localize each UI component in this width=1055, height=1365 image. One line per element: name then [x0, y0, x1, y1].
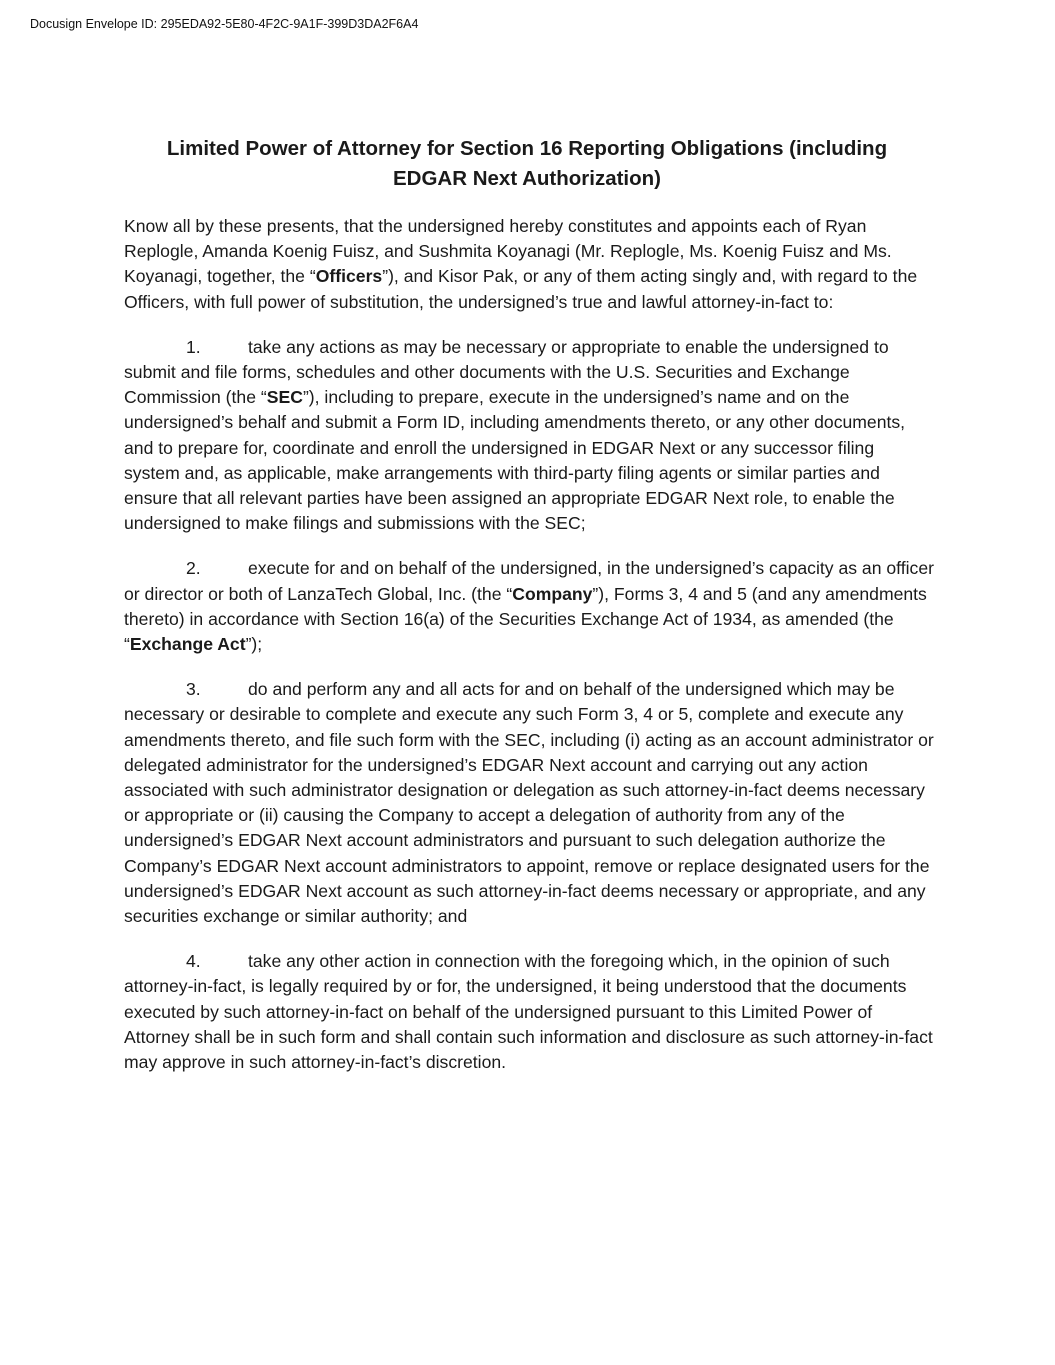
- numbered-item-2: [124, 556, 934, 657]
- item-number: 2.: [186, 558, 201, 579]
- envelope-id-header: Docusign Envelope ID: 295EDA92-5E80-4F2C-9A1F-399D3DA2F6A4: [30, 17, 419, 31]
- numbered-item-3: [124, 677, 934, 929]
- item-number: 4.: [186, 951, 201, 972]
- item-text-cont: ”), Forms 3, 4 and 5 (and any amendments thereto) in accordance with Section 16(a) of the Securities Exchange Act of 1934, as amended (the “: [124, 583, 927, 655]
- defined-term-officers: Officers: [315, 266, 383, 287]
- intro-text-cont: ”), and Kisor Pak, or any of them acting singly and, with regard to the Officers, with full power of substitution, the undersigned’s true and lawful attorney-in-fact to:: [124, 266, 918, 312]
- item-text: execute for and on behalf of the undersigned, in the undersigned’s capacity as an officer or director or both of LanzaTech Global, Inc. (the “: [124, 558, 934, 604]
- defined-term-exchange-act: Exchange Act: [129, 634, 246, 655]
- title-line-1: Limited Power of Attorney for Section 16 Reporting Obligations (including: [166, 137, 888, 160]
- item-text: take any other action in connection with the foregoing which, in the opinion of such attorney-in-fact, is legally required by or for, the undersigned, it being understood that the documents executed by such attorney-in-fact on behalf of the undersigned pursuant to this Limited Power of Attorney shall be in such form and shall contain such information and disclosure as such attorney-in-fact may approve in such attorney-in-fact’s discretion.: [124, 951, 933, 1073]
- item-text-cont: ”), including to prepare, execute in the undersigned’s name and on the undersigned’s behalf and submit a Form ID, including amendments thereto, or any other documents, and to prepare for, coordinate and enroll the undersigned in EDGAR Next or any successor filing system and, as applicable, make arrangements with third-party filing agents or similar parties and ensure that all relevant parties have been assigned an appropriate EDGAR Next role, to enable the undersigned to make filings and submissions with the SEC;: [124, 387, 906, 534]
- item-text-end: ”);: [245, 634, 263, 655]
- intro-text: Know all by these presents, that the undersigned hereby constitutes and appoints each of Ryan Replogle, Amanda Koenig Fuisz, and Sushmita Koyanagi (Mr. Replogle, Ms. Koenig Fuisz and Ms. Koyanagi, together, the “: [124, 216, 892, 287]
- numbered-item-4: [124, 949, 934, 1075]
- title-line-2: EDGAR Next Authorization): [392, 167, 661, 190]
- defined-term-company: Company: [512, 583, 593, 604]
- document-body: [124, 134, 934, 1095]
- item-number: 1.: [186, 336, 201, 357]
- defined-term-sec: SEC: [266, 387, 303, 408]
- document-title: [112, 134, 942, 194]
- item-text: do and perform any and all acts for and on behalf of the undersigned which may be necessary or desirable to complete and execute any such Form 3, 4 or 5, complete and execute any amendments thereto, and file such form with the SEC, including (i) acting as an account administrator or delegated administrator for the undersigned’s EDGAR Next account and carrying out any action associated with such administrator designation or delegation as such attorney-in-fact deems necessary or appropriate or (ii) causing the Company to accept a delegation of authority from any of the undersigned’s EDGAR Next account administrators and pursuant to such delegation authorize the Company’s EDGAR Next account administrators to appoint, remove or replace designated users for the undersigned’s EDGAR Next account as such attorney-in-fact deems necessary or appropriate, and any securities exchange or similar authority; and: [124, 679, 934, 927]
- item-text: take any actions as may be necessary or appropriate to enable the undersigned to submit and file forms, schedules and other documents with the U.S. Securities and Exchange Commission (the “: [124, 336, 889, 408]
- intro-paragraph: [124, 214, 934, 315]
- numbered-item-1: [124, 335, 934, 537]
- item-number: 3.: [186, 679, 201, 700]
